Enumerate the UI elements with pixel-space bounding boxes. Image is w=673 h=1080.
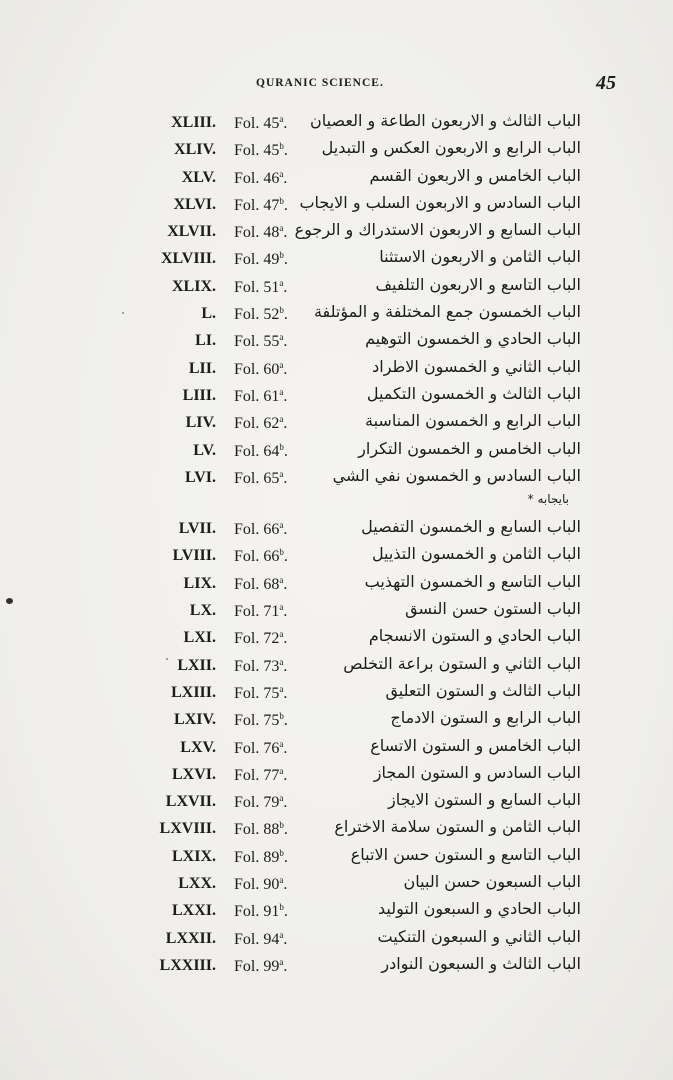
chapter-entry <box>0 137 673 164</box>
folio-number: Fol. 45 <box>234 115 280 132</box>
folio-side: a <box>279 520 284 531</box>
folio-reference: Fol. 75$^a$. <box>234 683 288 702</box>
chapter-arabic-title: الباب السابع و الخمسون التفصيل <box>361 517 581 537</box>
folio-reference: Fol. 73$^a$. <box>234 656 288 675</box>
chapter-entry <box>0 410 673 437</box>
folio-number: Fol. 89 <box>234 848 280 866</box>
chapter-arabic-title: الباب الحادي و الستون الانسجام <box>368 626 581 646</box>
chapter-arabic-title: الباب الثامن و الستون سلامة الاختراع <box>334 817 581 837</box>
chapter-entry <box>0 598 673 625</box>
chapter-roman-numeral: LVI. <box>185 468 216 486</box>
chapter-arabic-title: الباب الثامن و الخمسون التذييل <box>371 544 581 564</box>
chapter-list <box>0 110 673 980</box>
folio-side: a <box>279 875 284 886</box>
chapter-roman-numeral: LXVII. <box>165 793 216 811</box>
folio-number: Fol. 73 <box>234 657 280 675</box>
folio-number: Fol. 72 <box>234 630 280 648</box>
running-title: QURANIC SCIENCE. <box>256 77 384 89</box>
folio-side: b <box>279 305 284 316</box>
chapter-entry <box>0 953 673 980</box>
chapter-entry <box>0 516 673 543</box>
chapter-roman-numeral: LIII. <box>182 386 216 404</box>
folio-reference: Fol. 66$^b$. <box>234 547 288 566</box>
chapter-arabic-title: الباب الثاني و الخمسون الاطراد <box>372 356 581 376</box>
folio-number: Fol. 49 <box>234 251 280 269</box>
folio-number: Fol. 75 <box>234 684 280 702</box>
chapter-roman-numeral: LXII. <box>177 656 216 674</box>
folio-side: b <box>279 250 284 261</box>
chapter-roman-numeral: XLIX. <box>171 277 216 295</box>
folio-number: Fol. 47 <box>234 196 280 214</box>
chapter-entry <box>0 762 673 789</box>
chapter-entry <box>0 926 673 953</box>
folio-reference: Fol. 48$^a$. <box>234 223 288 242</box>
chapter-roman-numeral: LXIV. <box>174 711 216 729</box>
chapter-arabic-title: الباب الرابع و الاربعون العكس و التبديل <box>321 138 581 158</box>
chapter-entry <box>0 571 673 598</box>
folio-reference: Fol. 91$^b$. <box>234 902 288 921</box>
chapter-arabic-title: الباب الثالث و السبعون النوادر <box>381 953 581 973</box>
chapter-arabic-title: الباب السبعون حسن البيان <box>403 872 581 892</box>
chapter-roman-numeral: XLV. <box>181 168 216 186</box>
folio-number: Fol. 48 <box>234 224 280 242</box>
chapter-roman-numeral: XLVII. <box>167 223 216 241</box>
folio-reference: Fol. 46$^a$. <box>234 168 288 187</box>
chapter-entry <box>0 844 673 871</box>
folio-reference: Fol. 75$^b$. <box>234 711 288 730</box>
folio-side: b <box>279 820 284 831</box>
folio-reference: Fol. 68$^a$. <box>234 574 288 593</box>
chapter-roman-numeral: LVII. <box>178 520 216 538</box>
folio-side: a <box>279 574 284 585</box>
folio-number: Fol. 45 <box>234 142 280 160</box>
chapter-arabic-title: الباب التاسع و الاربعون التلفيف <box>375 274 581 294</box>
folio-number: Fol. 76 <box>234 739 280 757</box>
chapter-arabic-title: الباب الخامس و الاربعون القسم <box>369 165 581 185</box>
chapter-entry <box>0 328 673 355</box>
chapter-entry <box>0 680 673 707</box>
chapter-roman-numeral: LIV. <box>185 414 216 432</box>
folio-number: Fol. 94 <box>234 930 280 948</box>
folio-side: a <box>279 602 284 613</box>
chapter-arabic-title: الباب الثاني و الستون براعة التخلص <box>343 653 581 673</box>
folio-side: b <box>279 141 284 152</box>
chapter-arabic-title: الباب السادس و الاربعون السلب و الايجاب <box>299 192 581 212</box>
folio-side: a <box>279 929 284 940</box>
folio-side: a <box>279 114 284 124</box>
folio-reference: Fol. 51$^a$. <box>234 277 288 296</box>
ink-speck <box>122 312 124 314</box>
chapter-roman-numeral: LXIII. <box>171 683 216 701</box>
chapter-roman-numeral: LXI. <box>183 629 216 647</box>
chapter-title-continuation-row <box>0 492 673 516</box>
folio-reference: Fol. 72$^a$. <box>234 629 288 648</box>
chapter-entry <box>0 219 673 246</box>
folio-side: a <box>279 656 284 667</box>
folio-number: Fol. 77 <box>234 766 280 784</box>
chapter-arabic-title: الباب الخامس و الستون الاتساع <box>370 735 581 755</box>
chapter-arabic-title: الباب الستون حسن النسق <box>405 599 581 619</box>
folio-number: Fol. 46 <box>234 169 280 187</box>
chapter-roman-numeral: LXV. <box>180 738 216 756</box>
chapter-roman-numeral: XLVI. <box>173 195 216 213</box>
ink-spot <box>6 598 13 604</box>
folio-side: b <box>279 195 284 206</box>
chapter-roman-numeral: LXX. <box>178 875 216 893</box>
folio-reference: Fol. 61$^a$. <box>234 386 288 405</box>
folio-reference: Fol. 76$^a$. <box>234 738 288 757</box>
chapter-entry <box>0 192 673 219</box>
chapter-arabic-title: الباب الثالث و الاربعون الطاعة و العصيان <box>310 111 581 130</box>
chapter-arabic-title: الباب الحادي و الخمسون التوهيم <box>365 329 581 349</box>
chapter-roman-numeral: LXXII. <box>165 929 216 947</box>
folio-number: Fol. 71 <box>234 603 280 621</box>
folio-reference: Fol. 52$^b$. <box>234 305 288 324</box>
chapter-entry <box>0 707 673 734</box>
chapter-arabic-title: الباب الخمسون جمع المختلفة و المؤتلفة <box>313 302 581 322</box>
folio-reference: Fol. 65$^a$. <box>234 468 288 487</box>
chapter-roman-numeral: LX. <box>189 602 216 620</box>
chapter-roman-numeral: LVIII. <box>172 547 216 565</box>
chapter-arabic-title: الباب السابع و الستون الايجاز <box>388 790 581 810</box>
chapter-entry <box>0 274 673 301</box>
folio-side: a <box>279 223 284 234</box>
chapter-arabic-title: الباب الثالث و الخمسون التكميل <box>366 383 581 403</box>
folio-side: b <box>279 711 284 722</box>
chapter-arabic-title: الباب السادس و الخمسون نفي الشي <box>332 465 581 485</box>
chapter-arabic-title: الباب التاسع و الستون حسن الاتباع <box>350 844 581 864</box>
chapter-entry <box>0 356 673 383</box>
folio-side: a <box>279 683 284 694</box>
folio-side: b <box>279 441 284 452</box>
chapter-title-continuation: بايجابه * <box>527 492 569 507</box>
chapter-arabic-title: الباب السادس و الستون المجاز <box>373 762 581 782</box>
folio-number: Fol. 75 <box>234 712 280 730</box>
chapter-arabic-title: الباب الرابع و الستون الادماج <box>390 708 581 728</box>
folio-reference: Fol. 71$^a$. <box>234 602 288 621</box>
chapter-entry <box>0 816 673 843</box>
folio-reference: Fol. 89$^b$. <box>234 847 288 866</box>
folio-reference: Fol. 45$^b$. <box>234 141 288 160</box>
chapter-roman-numeral: L. <box>201 305 216 323</box>
folio-reference: Fol. 90$^a$. <box>234 875 288 894</box>
chapter-entry <box>0 543 673 570</box>
chapter-roman-numeral: LXVIII. <box>159 820 216 838</box>
chapter-roman-numeral: LII. <box>188 359 216 377</box>
folio-side: a <box>279 332 284 343</box>
folio-side: a <box>279 765 284 776</box>
folio-side: b <box>279 902 284 913</box>
folio-number: Fol. 64 <box>234 442 280 460</box>
folio-reference: Fol. 94$^a$. <box>234 929 288 948</box>
folio-number: Fol. 62 <box>234 415 280 433</box>
chapter-entry <box>0 110 673 137</box>
chapter-roman-numeral: LXXIII. <box>159 956 216 974</box>
folio-reference: Fol. 60$^a$. <box>234 359 288 378</box>
folio-side: a <box>279 386 284 397</box>
chapter-roman-numeral: LIX. <box>183 574 216 592</box>
chapter-entry <box>0 653 673 680</box>
folio-number: Fol. 79 <box>234 794 280 812</box>
chapter-arabic-title: الباب الثاني و السبعون التنكيت <box>377 926 581 946</box>
folio-number: Fol. 68 <box>234 575 280 593</box>
folio-number: Fol. 60 <box>234 360 280 378</box>
chapter-entry <box>0 383 673 410</box>
ink-speck <box>166 658 168 660</box>
folio-reference: Fol. 99$^a$. <box>234 956 288 975</box>
folio-reference: Fol. 88$^b$. <box>234 820 288 839</box>
folio-number: Fol. 88 <box>234 821 280 839</box>
chapter-arabic-title: الباب السابع و الاربعون الاستدراك و الرجوع <box>294 220 581 240</box>
chapter-roman-numeral: LXIX. <box>171 847 216 865</box>
chapter-roman-numeral: LI. <box>195 332 216 350</box>
folio-number: Fol. 65 <box>234 469 280 487</box>
folio-reference: Fol. 49$^b$. <box>234 250 288 269</box>
chapter-entry <box>0 246 673 273</box>
chapter-roman-numeral: XLIII. <box>171 114 216 131</box>
folio-number: Fol. 90 <box>234 876 280 894</box>
chapter-entry <box>0 735 673 762</box>
folio-side: a <box>279 956 284 967</box>
page-number: 45 <box>596 72 616 94</box>
folio-reference: Fol. 66$^a$. <box>234 520 288 539</box>
chapter-entry <box>0 301 673 328</box>
chapter-roman-numeral: LV. <box>193 441 216 459</box>
chapter-roman-numeral: LXXI. <box>171 902 216 920</box>
chapter-arabic-title: الباب الثامن و الاربعون الاستثنا <box>379 247 581 267</box>
chapter-arabic-title: الباب الرابع و الخمسون المناسبة <box>365 411 581 431</box>
chapter-entry <box>0 465 673 492</box>
folio-number: Fol. 51 <box>234 278 280 296</box>
chapter-arabic-title: الباب الخامس و الخمسون التكرار <box>358 438 581 458</box>
chapter-entry <box>0 438 673 465</box>
chapter-entry <box>0 871 673 898</box>
chapter-entry <box>0 789 673 816</box>
folio-side: a <box>279 468 284 479</box>
folio-reference: Fol. 62$^a$. <box>234 414 288 433</box>
chapter-entry <box>0 898 673 925</box>
folio-number: Fol. 66 <box>234 548 280 566</box>
folio-side: b <box>279 847 284 858</box>
folio-side: a <box>279 277 284 288</box>
folio-reference: Fol. 64$^b$. <box>234 441 288 460</box>
folio-reference: Fol. 55$^a$. <box>234 332 288 351</box>
chapter-arabic-title: الباب الحادي و السبعون التوليد <box>378 899 581 919</box>
folio-number: Fol. 61 <box>234 387 280 405</box>
chapter-arabic-title: الباب الثالث و الستون التعليق <box>385 680 581 700</box>
folio-reference: Fol. 77$^a$. <box>234 765 288 784</box>
folio-reference: Fol. 45$^a$. <box>234 114 288 132</box>
chapter-roman-numeral: XLVIII. <box>161 250 216 268</box>
folio-side: a <box>279 629 284 640</box>
chapter-entry <box>0 165 673 192</box>
folio-number: Fol. 91 <box>234 903 280 921</box>
folio-number: Fol. 52 <box>234 306 280 324</box>
folio-reference: Fol. 79$^a$. <box>234 793 288 812</box>
folio-number: Fol. 99 <box>234 957 280 975</box>
chapter-roman-numeral: LXVI. <box>171 765 216 783</box>
folio-side: a <box>279 738 284 749</box>
folio-reference: Fol. 47$^b$. <box>234 195 288 214</box>
folio-side: a <box>279 359 284 370</box>
chapter-roman-numeral: XLIV. <box>174 141 216 159</box>
folio-side: a <box>279 168 284 179</box>
folio-side: a <box>279 414 284 425</box>
running-head <box>0 72 673 97</box>
folio-side: b <box>279 547 284 558</box>
folio-number: Fol. 66 <box>234 521 280 539</box>
chapter-entry <box>0 625 673 652</box>
folio-number: Fol. 55 <box>234 333 280 351</box>
folio-side: a <box>279 793 284 804</box>
chapter-arabic-title: الباب التاسع و الخمسون التهذيب <box>364 571 581 591</box>
